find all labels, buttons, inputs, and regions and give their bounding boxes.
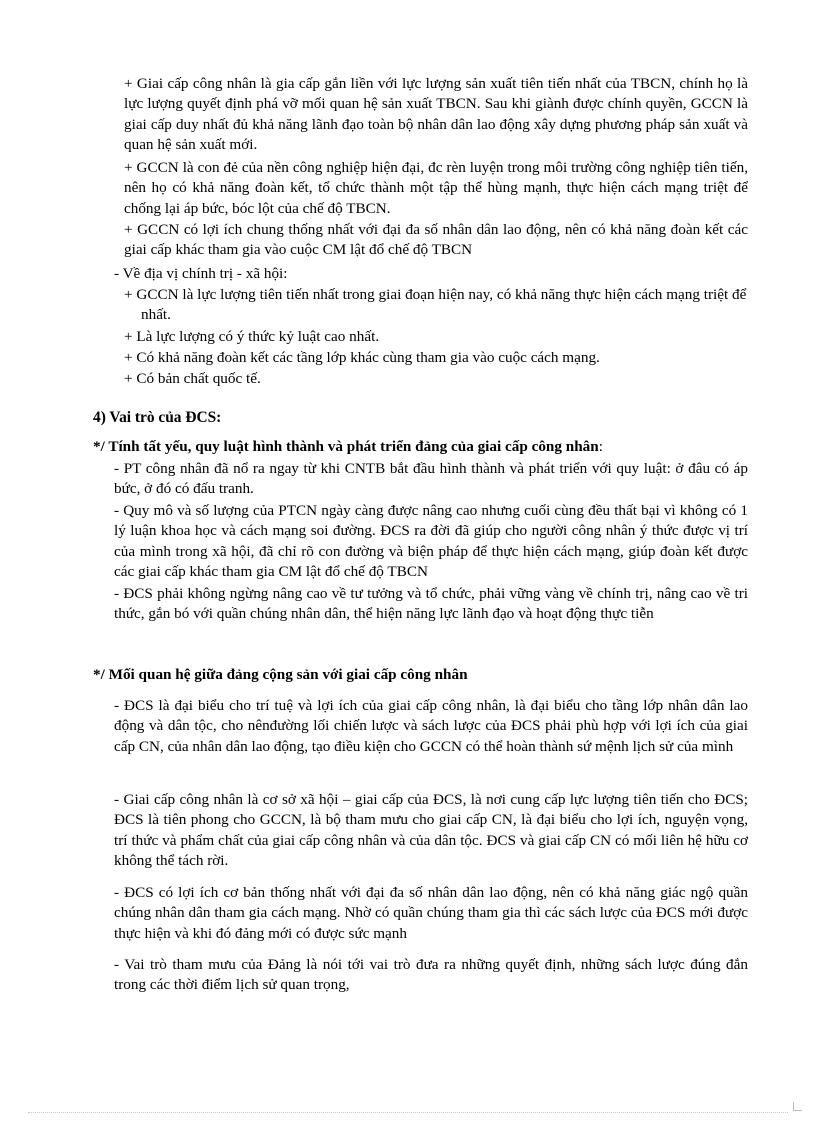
bullet-highest-discipline: + Là lực lượng có ý thức kỷ luật cao nhất.	[124, 328, 380, 345]
section-heading-party-role: 4) Vai trò của ĐCS:	[93, 409, 222, 426]
subheading-inevitability	[93, 437, 773, 457]
paragraph-party-represents: - ĐCS là đại biểu cho trí tuệ và lợi ích của giai cấp công nhân, là đại biểu cho tầng lớp nhân dân lao động và dân tộc, cho nênđường lối chiến lược và sách lược của ĐCS phải phù hợp với lợi ích của giai cấp CN, của nhân dân lao động, tạo điều kiện cho GCCN có thể hoàn thành sứ mệnh lịch sử của mình	[114, 697, 748, 755]
paragraph-advisory-role: - Vai trò tham mưu của Đảng là nói tới vai trò đưa ra những quyết định, những sách lược đúng đắn trong các thời điểm lịch sử quan trọng,	[114, 956, 748, 994]
paragraph-party-development: - ĐCS phải không ngừng nâng cao về tư tưởng và tổ chức, phải vững vàng về chính trị, nâng cao về tri thức, gắn bó với quần chúng nhân dân, thể hiện năng lực lãnh đạo và hoạt động thực tiễn	[114, 585, 748, 623]
paragraph-working-class-modern-industry: + GCCN là con đẻ của nền công nghiệp hiện đại, đc rèn luyện trong môi trường công nghiệp tiên tiến, nên họ có khả năng đoàn kết, tổ chức thành một tập thể hùng mạnh, thực hiện cách mạng triệt để chống lại áp bức, bóc lột của chế độ TBCN.	[124, 159, 748, 217]
bullet-international-nature: + Có bản chất quốc tế.	[124, 370, 261, 387]
paragraph-working-class-productive-force: + Giai cấp công nhân là gia cấp gắn liền với lực lượng sản xuất tiên tiến nhất của TBCN, chính họ là lực lượng quyết định phá vỡ mối quan hệ sản xuất TBCN. Sau khi giành được chính quyền, GCCN là giai cấp duy nhất đủ khả năng lãnh đạo toàn bộ nhân dân lao động xây dựng phương pháp sản xuất và quan hệ sản xuất mới.	[124, 75, 748, 154]
subheading-inevitability-text: */ Tính tất yếu, quy luật hình thành và phát triển đảng của giai cấp công nhân	[93, 438, 599, 455]
subheading-colon: :	[598, 438, 603, 455]
page-corner-mark	[793, 1102, 802, 1111]
political-status-label: - Về địa vị chính trị - xã hội:	[114, 265, 288, 282]
paragraph-scale-of-movement: - Quy mô và số lượng của PTCN ngày càng được nâng cao nhưng cuối cùng đều thất bại vì không có 1 lý luận khoa học và cách mạng soi đường. ĐCS ra đời đã giúp cho người công nhân ý thức được vị trí của mình trong xã hội, đã chỉ rõ con đường và biện pháp để thực hiện cách mạng, giúp đoàn kết được các giai cấp khác tham gia CM lật đổ chế độ TBCN	[114, 502, 748, 581]
paragraph-worker-movement: - PT công nhân đã nổ ra ngay từ khi CNTB bắt đầu hình thành và phát triển với quy luật: ở đâu có áp bức, ở đó có đấu tranh.	[114, 460, 748, 498]
bullet-most-advanced-force: + GCCN là lực lượng tiên tiến nhất trong giai đoạn hiện nay, có khả năng thực hiện cách mạng triệt để nhất.	[124, 286, 747, 324]
paragraph-working-class-common-interest: + GCCN có lợi ích chung thống nhất với đại đa số nhân dân lao động, nên có khả năng đoàn kết các giai cấp khác tham gia vào cuộc CM lật đổ chế độ TBCN	[124, 221, 748, 259]
page-bottom-divider	[28, 1112, 788, 1113]
subheading-party-class-relationship: */ Mối quan hệ giữa đảng cộng sản với giai cấp công nhân	[93, 666, 468, 683]
paragraph-common-interests: - ĐCS có lợi ích cơ bản thống nhất với đại đa số nhân dân lao động, nên có khả năng giác ngộ quần chúng nhân dân tham gia cách mạng. Nhờ có quần chúng tham gia thì các sách lược của ĐCS mới được thực hiện và khi đó đảng mới có được sức mạnh	[114, 884, 748, 942]
bullet-unite-classes: + Có khả năng đoàn kết các tầng lớp khác cùng tham gia vào cuộc cách mạng.	[124, 349, 600, 366]
paragraph-social-base: - Giai cấp công nhân là cơ sở xã hội – giai cấp của ĐCS, là nơi cung cấp lực lượng tiên tiến cho ĐCS; ĐCS là tiên phong cho GCCN, là bộ tham mưu cho giai cấp CN, là đại biểu cho lợi ích, nguyện vọng, trí thức và phẩm chất của giai cấp công nhân và của dân tộc. ĐCS và giai cấp CN có mối liên hệ hữu cơ không thể tách rời.	[114, 791, 748, 870]
